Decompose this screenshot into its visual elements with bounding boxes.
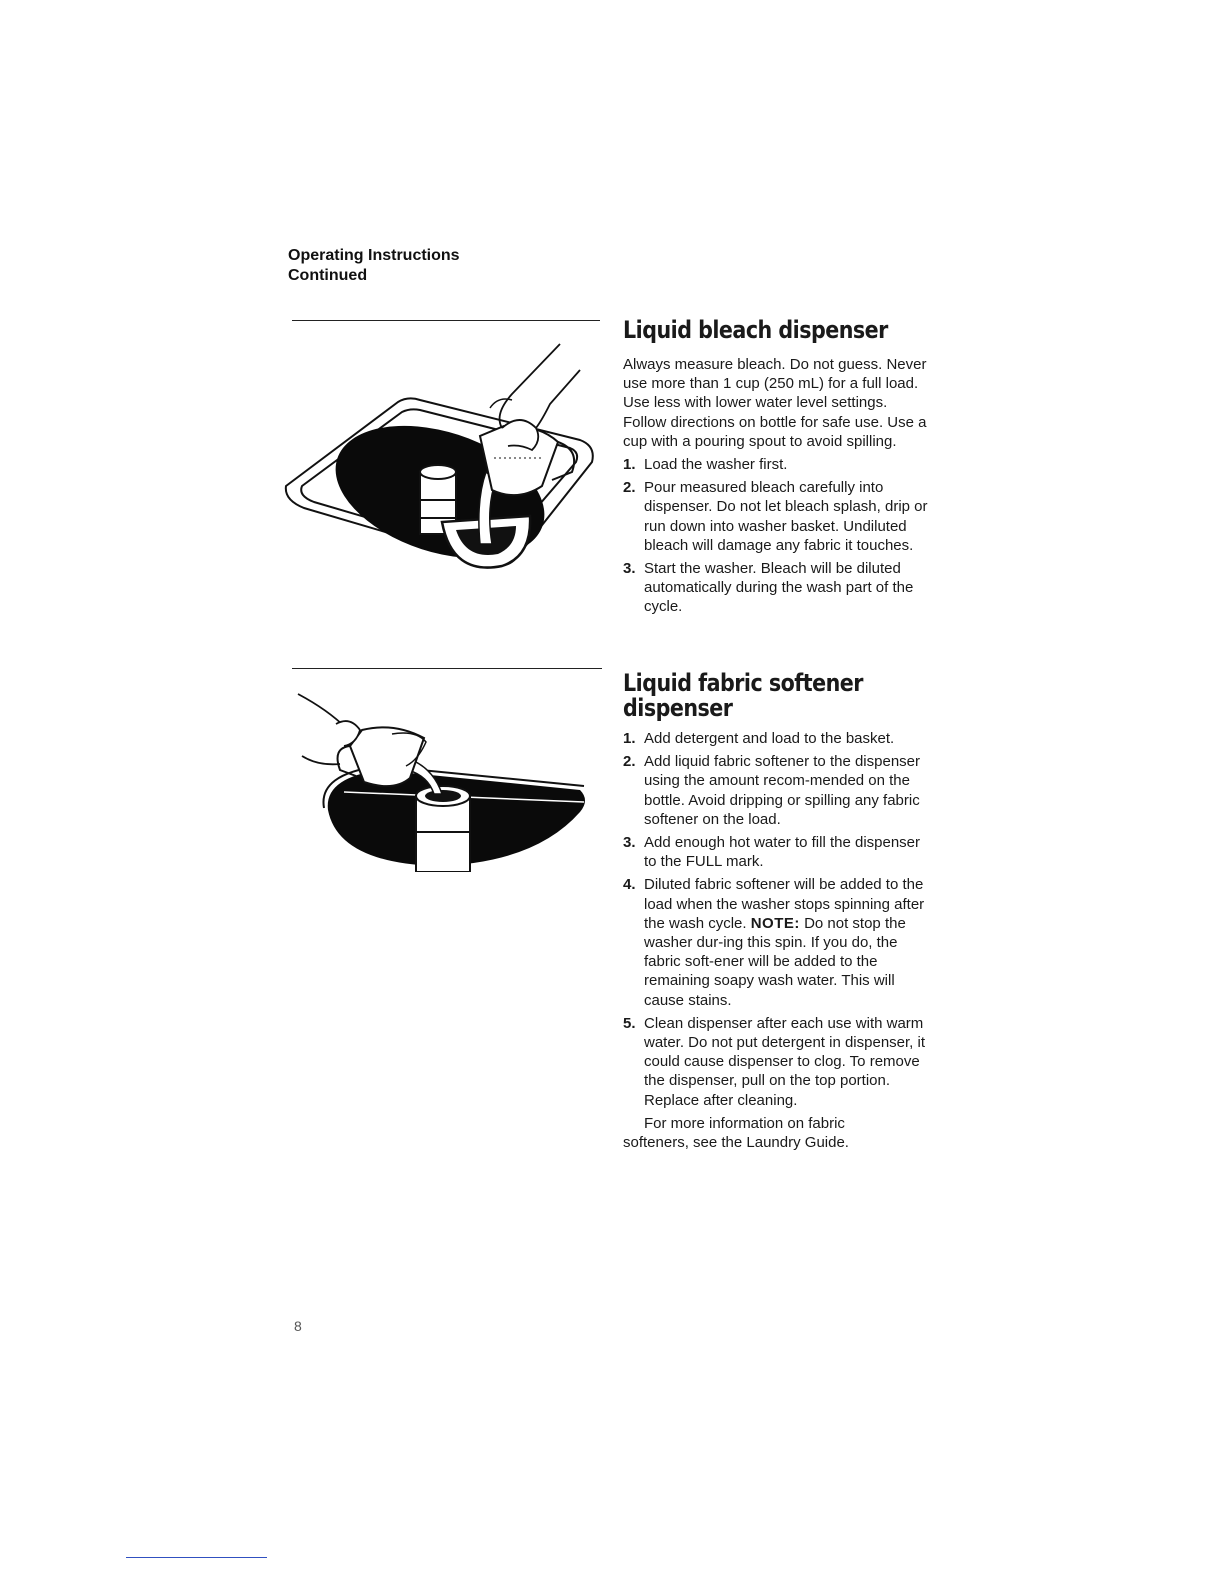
softener-section-title: Liquid fabric softener dispenser — [623, 669, 863, 722]
bleach-pouring-illustration — [280, 330, 610, 570]
list-item: 3. Start the washer. Bleach will be diluted automatically during the wash part of the cycle. — [623, 560, 914, 616]
list-item: 1. Load the washer first. — [623, 456, 788, 474]
list-item: 4. Diluted fabric softener will be added to the load when the washer stops spinning after the wash cycle. NOTE: Do not stop the washer dur-ing this spin. If you do, the fabric soft-ener will be added to the remaining soapy wash water. This will cause stains. — [623, 876, 925, 1009]
bleach-intro: Always measure bleach. Do not guess. Never use more than 1 cup (250 mL) for a full load. Use less with lower water level settings. Follow directions on bottle for safe use. Use a cup with a pouring spout to avoid spilling. — [623, 356, 927, 450]
list-item: 2. Add liquid fabric softener to the dispenser using the amount recom-mended on the bottle. Avoid dripping or spilling any fabric softener on the load. — [623, 753, 920, 828]
note-label: NOTE: — [750, 914, 800, 932]
closing-note: For more information on fabric softeners, see the Laundry Guide. — [623, 1114, 849, 1152]
header-subtitle: Continued — [288, 267, 368, 284]
header-title: Operating Instructions — [288, 247, 460, 264]
softener-pouring-illustration — [284, 686, 594, 872]
list-item: 5. Clean dispenser after each use with warm water. Do not put detergent in dispenser, it could cause dispenser to clog. To remove the dispenser, pull on the top portion. Replace after cleaning. — [623, 1014, 926, 1109]
list-item: 1. Add detergent and load to the basket. — [623, 730, 895, 747]
bleach-steps — [623, 455, 933, 617]
list-item: 2. Pour measured bleach carefully into dispenser. Do not let bleach splash, drip or run down into washer basket. Undiluted bleach will damage any fabric it touches. — [623, 479, 928, 554]
softener-section — [623, 671, 933, 1152]
bleach-section-title: Liquid bleach dispenser — [623, 316, 888, 344]
divider-top — [292, 320, 600, 321]
footer-divider — [126, 1557, 267, 1558]
section-header — [288, 246, 460, 286]
softener-steps — [623, 729, 933, 1110]
divider-middle — [292, 668, 602, 669]
bleach-section — [623, 318, 933, 617]
list-item: 3. Add enough hot water to fill the dispenser to the FULL mark. — [623, 834, 921, 871]
note-text: Do not stop the washer dur-ing this spin. If you do, the fabric soft-ener will be added to the remaining soapy wash water. This will cause stains. — [644, 914, 906, 1009]
page-number: 8 — [294, 1318, 302, 1334]
